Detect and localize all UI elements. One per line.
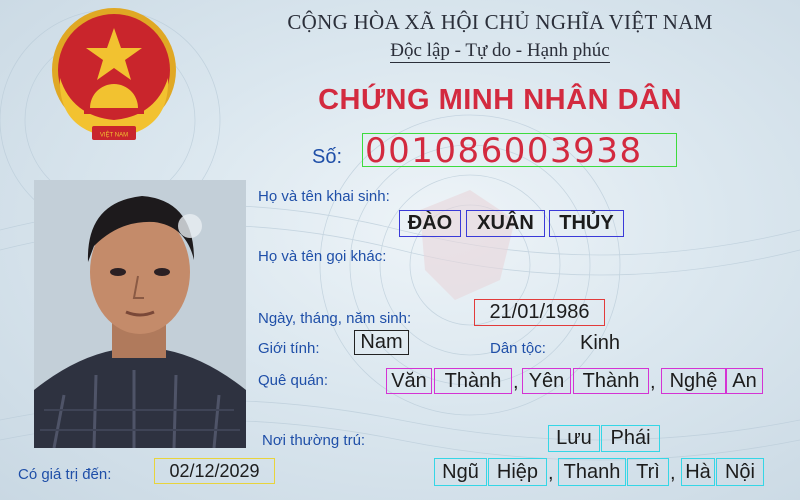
comma-separator: ,: [513, 371, 519, 393]
expiry-label: Có giá trị đến:: [18, 466, 112, 483]
other-name-label: Họ và tên gọi khác:: [258, 248, 387, 265]
country-header: CỘNG HÒA XÃ HỘI CHỦ NGHĨA VIỆT NAM: [287, 10, 713, 34]
comma-separator: ,: [650, 371, 656, 393]
hometown-label: Quê quán:: [258, 372, 329, 389]
comma-separator: ,: [548, 462, 554, 484]
residence-word: Nội: [716, 458, 764, 486]
residence-word: Thanh: [558, 458, 626, 486]
motto-header: Độc lập - Tự do - Hạnh phúc: [390, 40, 610, 61]
card-title: CHỨNG MINH NHÂN DÂN: [318, 84, 682, 116]
residence-label: Nơi thường trú:: [262, 432, 366, 449]
hometown-word: Thành: [434, 368, 512, 394]
birth-name-word: THỦY: [549, 210, 624, 237]
ethnicity-value: Kinh: [580, 332, 621, 354]
comma-separator: ,: [670, 462, 676, 484]
sex-label: Giới tính:: [258, 340, 320, 357]
hometown-word: An: [726, 368, 763, 394]
hometown-word: Yên: [522, 368, 571, 394]
dob-value: 21/01/1986: [474, 299, 605, 326]
emblem-text: VIỆT NAM: [99, 132, 129, 139]
residence-word: Hà: [681, 458, 715, 486]
birth-name-label: Họ và tên khai sinh:: [258, 188, 390, 205]
residence-word: Trì: [627, 458, 669, 486]
ethnicity-label: Dân tộc:: [490, 340, 546, 357]
sex-value: Nam: [354, 330, 409, 355]
portrait-photo: [34, 180, 246, 448]
birth-name-word: XUÂN: [466, 210, 545, 237]
residence-word: Phái: [601, 425, 660, 452]
hometown-word: Văn: [386, 368, 432, 394]
expiry-value: 02/12/2029: [154, 458, 275, 484]
hometown-word: Thành: [573, 368, 649, 394]
dob-label: Ngày, tháng, năm sinh:: [258, 310, 412, 327]
residence-word: Hiệp: [488, 458, 547, 486]
national-emblem-icon: [44, 8, 184, 150]
id-number-label: Số:: [312, 146, 343, 168]
residence-word: Lưu: [548, 425, 600, 452]
birth-name-word: ĐÀO: [399, 210, 461, 237]
residence-word: Ngũ: [434, 458, 487, 486]
id-number-value: 001086003938: [362, 133, 677, 167]
hometown-word: Nghệ: [661, 368, 726, 394]
